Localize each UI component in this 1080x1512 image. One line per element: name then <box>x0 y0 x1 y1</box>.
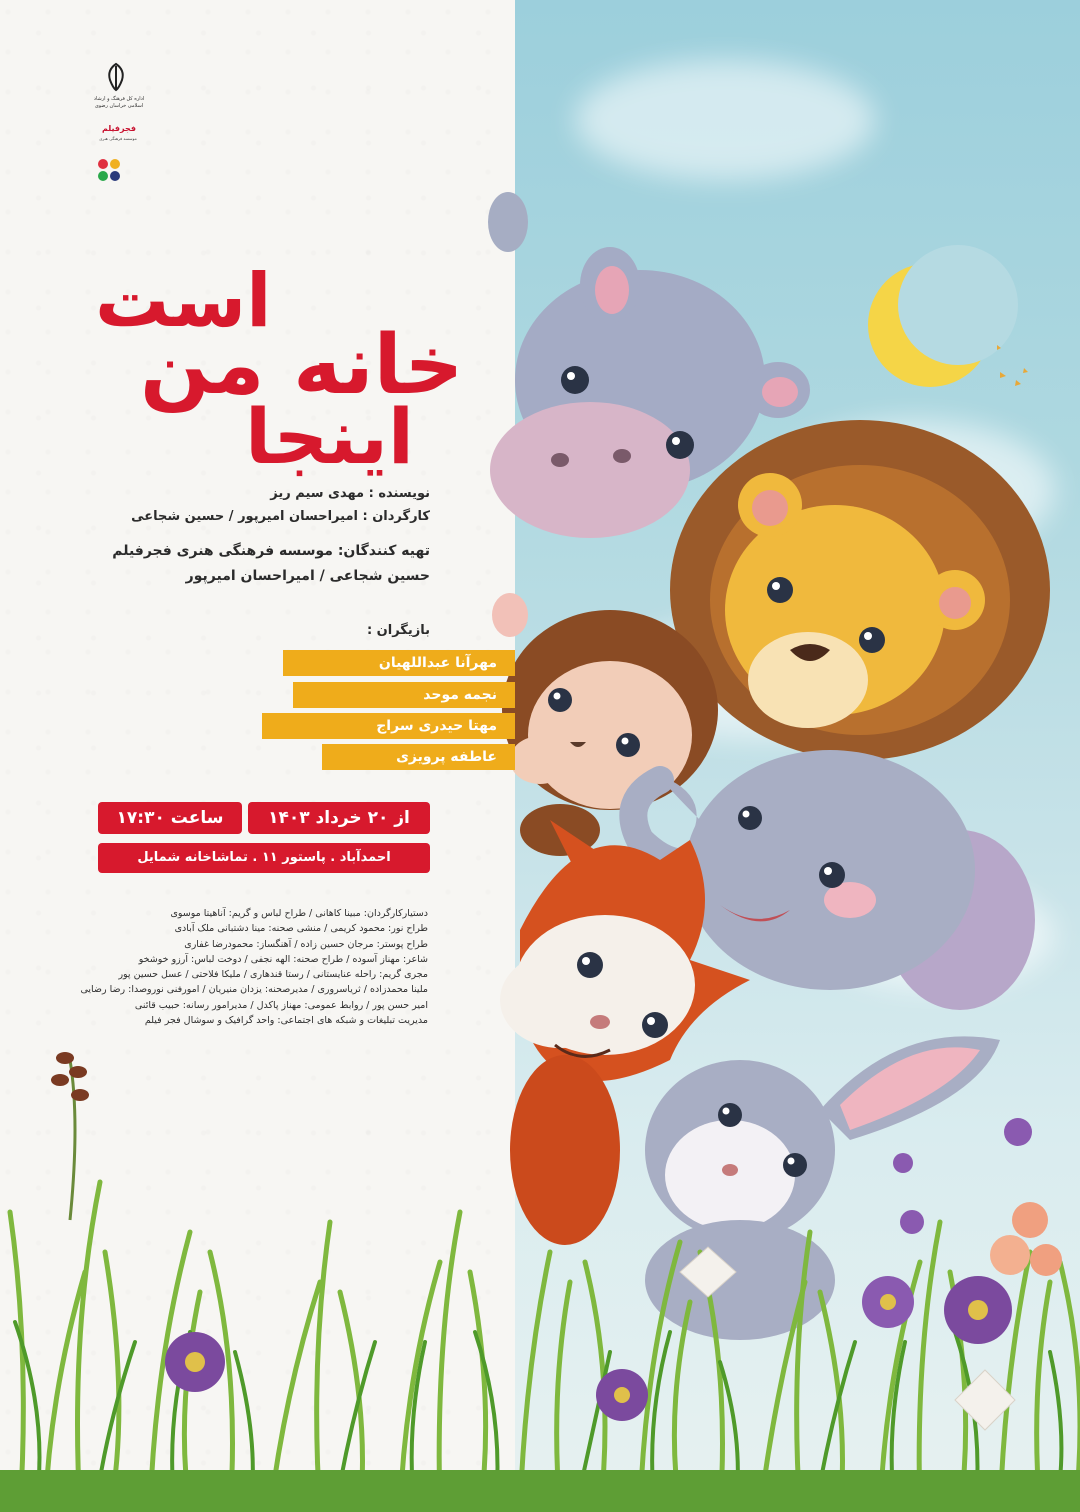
time-badge: ساعت ۱۷:۳۰ <box>98 802 242 834</box>
monkey-illustration <box>502 610 718 856</box>
cast-member: مهرآنا عبداللهیان <box>283 650 515 676</box>
crew-line: ملینا محمدزاده / ثریاسروری / مدیرصحنه: یزدان منیریان / امورفنی نوروصدا: رضا رضایی <box>80 984 428 996</box>
fajr-film-logo-subtitle: موسسه فرهنگی هنری <box>99 136 137 141</box>
crew-line: طراح پوستر: مرجان حسین زاده / آهنگساز: محمودرضا غفاری <box>184 938 428 950</box>
fajr-film-logo: فجرفیلم <box>101 124 137 133</box>
cast-member: عاطفه پرویزی <box>322 744 515 770</box>
moon-icon <box>868 245 1018 387</box>
date-badge: از ۲۰ خرداد ۱۴۰۳ <box>248 802 430 834</box>
ministry-logo-text: اداره کل فرهنگ و ارشاد اسلامی خراسان رضوی <box>93 96 145 109</box>
crew-line: مدیریت تبلیغات و شبکه های اجتماعی: واحد گرافیک و سوشال فجر فیلم <box>144 1015 428 1027</box>
cast-member: مهتا حیدری سراج <box>262 713 515 739</box>
title-line-2: خانه من <box>140 318 464 413</box>
producers-credit-names: حسین شجاعی / امیراحسان امیرپور <box>185 568 430 584</box>
emblem-icon <box>102 62 130 92</box>
title-line-3: اینجا <box>245 392 414 481</box>
cast-member: نجمه موحد <box>293 682 515 708</box>
director-credit: کارگردان : امیراحسان امیرپور / حسین شجاعی <box>131 509 430 524</box>
crew-line: دستیارکارگردان: مبینا کاهانی / طراح لباس و گریم: آناهیتا موسوی <box>170 908 428 919</box>
title-line-1: است <box>95 258 272 344</box>
theater-logo-icon <box>94 155 124 185</box>
seed-stem-illustration <box>51 1052 89 1220</box>
cast-heading: بازیگران : <box>366 623 430 638</box>
paw-icon <box>488 192 528 252</box>
crew-line: مجری گریم: راحله عنایستانی / رستا قندهاری / ملیکا فلاحتی / عسل حسین پور <box>118 969 428 981</box>
crew-line: امیر حسن پور / روابط عمومی: مهناز پاکدل / مدیرامور رسانه: حبیب قائنی <box>134 999 428 1011</box>
producers-credit: تهیه کنندگان: موسسه فرهنگی هنری فجرفیلم <box>112 543 430 559</box>
venue-badge: احمدآباد . پاستور ۱۱ . تماشاخانه شمایل <box>98 843 430 873</box>
crew-line: شاعر: مهناز آسوده / طراح صحنه: الهه نجفی / دوخت لباس: آرزو خوشخو <box>138 953 428 965</box>
crew-line: طراح نور: محمود کریمی / منشی صحنه: مینا دشتبانی ملک آبادی <box>174 923 428 935</box>
writer-credit: نویسنده : مهدی سیم ریز <box>270 486 430 501</box>
crew-credits <box>60 906 428 1028</box>
lion-illustration <box>670 420 1050 760</box>
